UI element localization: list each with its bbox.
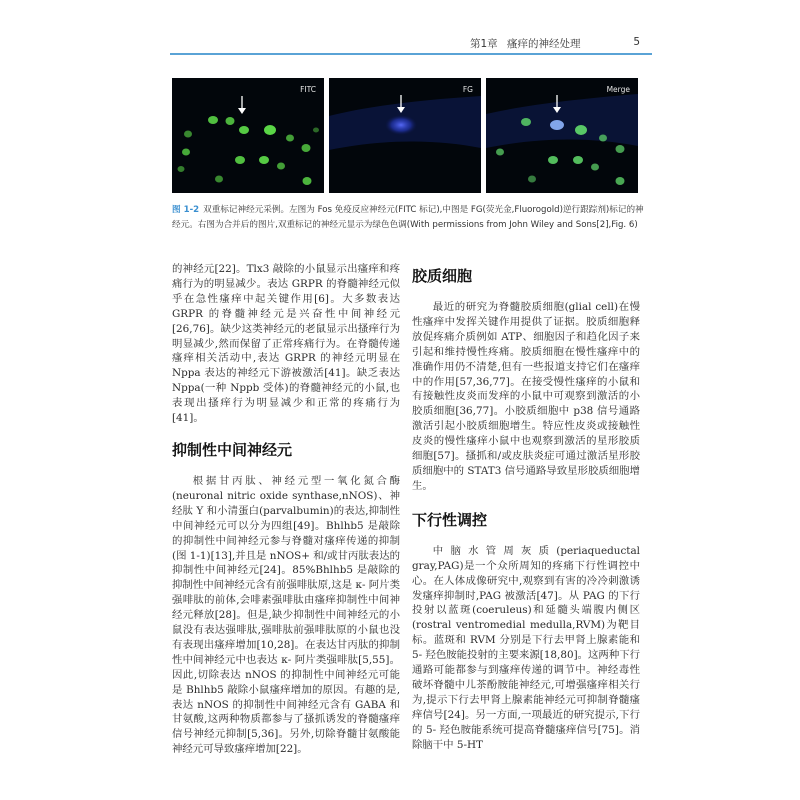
panel-label-fitc: FITC — [300, 85, 316, 94]
paragraph-right-1: 最近的研究为脊髓胶质细胞(glial cell)在慢性瘙痒中发挥关键作用提供了证据。胶质细胞释放促疼痛介质例如 ATP、细胞因子和趋化因子来引起和维持慢性疼痛。胶质细胞在慢性瘙痒中的准确作用仍不清楚,但有一些报道支持它们在瘙痒中的作用[57,36,77]。在接受慢性瘙痒的小鼠和有接触性皮炎而发痒的小鼠中可观察到激活的小胶质细胞[36,77]。小胶质细胞中 p38 信号通路激活引起小胶质细胞增生。特应性皮炎或接触性皮炎的慢性瘙痒小鼠中也观察到激活的星形胶质细胞[57]。搔抓和/或皮肤炎症可通过激活星形胶质细胞中的 STAT3 信号通路导致星形胶质细胞增生。 — [412, 301, 640, 492]
figure-caption-text: 双重标记神经元采例。左图为 Fos 免疫反应神经元(FITC 标记),中图是 FG(荧光金,Fluorogold)逆行跟踪剂)标记的神经元。右图为合并后的图片,双重标记的神经元显示为绿色色调(With permissions from John Wiley and Sons[2],Fig. 6) — [172, 205, 644, 230]
figure-caption — [172, 203, 652, 233]
left-column — [172, 262, 400, 757]
section-heading-descending-control: 下行性调控 — [412, 510, 488, 529]
panel-label-fg: FG — [462, 85, 473, 94]
fitc-micrograph — [172, 78, 324, 193]
page-number: 5 — [633, 36, 640, 48]
figure-panel-fg — [329, 78, 481, 193]
fg-micrograph — [329, 78, 481, 193]
figure-caption-label: 图 1-2 — [172, 205, 200, 215]
figure-panel-merge — [486, 78, 638, 193]
paragraph-left-2: 根据甘丙肽、神经元型一氧化氮合酶(neuronal nitric oxide synthase,nNOS)、神经肽 Y 和小清蛋白(parvalbumin)的表达,抑制性中间神经元可以分为四组[49]。Bhlhb5 是敲除的抑制性中间神经元参与脊髓对瘙痒传递的抑制(图 1-1)[13],并且是 nNOS+ 和/或甘丙肽表达的抑制性中间神经元[24]。85%Bhlhb5 是敲除的抑制性中间神经元含有前强啡肽原,这是 κ- 阿片类强啡肽的前体,会啡素强啡肽由瘙痒抑制性中间神经元释放[28]。但是,缺少抑制性中间神经元的小鼠没有表达强啡肽,强啡肽前强啡肽原的小鼠也没有表现出瘙痒增加[10,28]。在表达甘丙肽的抑制性中间神经元中也表达 κ- 阿片类强啡肽[5,55]。因此,切除表达 nNOS 的抑制性中间神经元可能是 Bhlhb5 敲除小鼠瘙痒增加的原因。有趣的是,表达 nNOS 的抑制性中间神经元含有 GABA 和甘氨酸,这两种物质都参与了搔抓诱发的脊髓瘙痒信号神经元抑制[5,36]。另外,切除脊髓甘氨酸能神经元可导致瘙痒增加[22]。 — [172, 474, 400, 756]
chapter-title: 瘙痒的神经处理 — [507, 38, 581, 50]
section-heading-glial-cells: 胶质细胞 — [412, 267, 473, 285]
section-heading-inhibitory-interneurons: 抑制性中间神经元 — [172, 440, 293, 459]
panel-label-merge: Merge — [606, 85, 630, 94]
running-header — [470, 36, 640, 52]
paragraph-left-1: 的神经元[22]。Tlx3 敲除的小鼠显示出瘙痒和疼痛行为的明显减少。表达 GRPR 的脊髓神经元似乎在急性瘙痒中起关键作用[6]。大多数表达 GRPR 的脊髓神经元是兴奋性中间神经元[26,76]。缺少这类神经元的老鼠显示出搔痒行为明显减少,然而保留了正常疼痛行为。在脊髓传递瘙痒相关活动中,表达 GRPR 的神经元明显在 Nppa 表达的神经元下游被激活[41]。缺乏表达 Nppa(一种 Nppb 受体)的脊髓神经元的小鼠,也表现出搔痒行为明显减少和正常的疼痛行为[41]。 — [172, 263, 400, 425]
right-column — [412, 262, 640, 752]
merge-micrograph — [486, 78, 638, 193]
header-rule — [170, 53, 652, 55]
paragraph-right-2: 中脑水管周灰质(periaqueductal gray,PAG)是一个众所周知的疼痛下行性调控中心。在人体成像研究中,观察到有害的冷冷刺激诱发瘙痒抑制时,PAG 被激活[47]。从 PAG 的下行投射以蓝斑(coeruleus)和延髓头端腹内侧区(rostral ventromedial medulla,RVM)为靶目标。蓝斑和 RVM 分别是下行去甲肾上腺素能和 5- 羟色胺能投射的主要来源[18,80]。这两种下行通路可能都参与到瘙痒传递的调节中。神经毒性破坏脊髓中儿茶酚胺能神经元,可增强瘙痒相关行为,提示下行去甲肾上腺素能神经元可抑制脊髓瘙痒信号[24]。另一方面,一项最近的研究提示,下行的 5- 羟色胺能系统可提高脊髓瘙痒信号[75]。消除脑干中 5-HT — [412, 544, 640, 751]
chapter-number: 第1章 — [470, 38, 498, 50]
figure-panel-fitc — [172, 78, 324, 193]
